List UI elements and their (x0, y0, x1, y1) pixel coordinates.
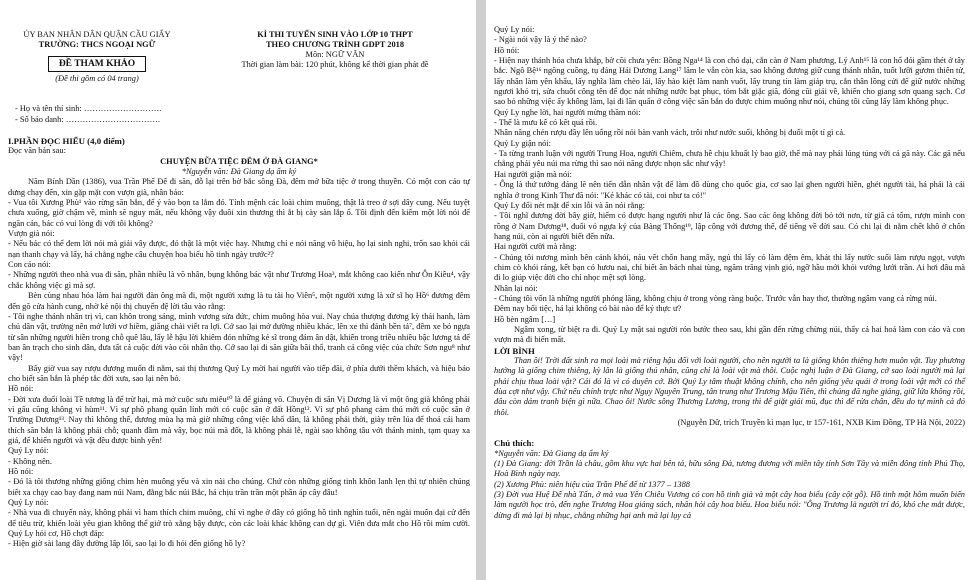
page-2-paragraph: Nhân nâng chén rượu đầy lên uống rồi nói bàn vanh vách, trôi như nước suối, không bị đuối một tí gì cả. (494, 128, 846, 138)
page-2-paragraph: - Ngài nói vậy là ý thế nào? (494, 35, 587, 45)
page-1-paragraph: Hồ nói: (8, 467, 34, 476)
page-1-paragraph: Quý Ly nói: (8, 498, 49, 508)
page-1-paragraph: Năm Bính Dần (1386), vua Trần Phế Đế đi săn, đỗ lại trên bờ bắc sông Đà, đêm mở bữa tiệc ở trong thuyền. Có một con cáo tự dưng chạy đến, xin gặp mặt con vượn già, nhân bảo: (8, 177, 470, 197)
page-2-paragraph: - Tôi nghĩ đương đời bây giờ, hiếm có được hạng người như là các ông. Sao các ông không đời bỏ tới nơn, từ giã cả tốm, rượn mình con rồng ở Nam Dương¹⁸, đuổi vó ngựa ký của Bàng Thống¹⁹, lập công với đương thế, để tiếng về đời sau. Có chi lại đi nằm chết khô ở chốn hang núi, còn ai người biết đến nữa. (494, 211, 965, 241)
page-1-paragraph: *Nguyễn văn: Đà Giang dạ ẩm ký (181, 167, 297, 177)
page-2-paragraph: (2) Xương Phù: niên hiệu của Trần Phế đế từ 1377 – 1388 (494, 479, 690, 489)
candidate-name-field[interactable]: - Họ và tên thí sinh: ………………………. (15, 104, 162, 113)
page-1-paragraph: CHUYỆN BỮA TIỆC ĐÊM Ở ĐÀ GIANG* (160, 156, 318, 166)
page-1-paragraph: Hồ nói: (8, 384, 34, 394)
exam-header (0, 0, 476, 92)
exam-title-1: KÌ THI TUYỂN SINH VÀO LỚP 10 THPT (257, 30, 413, 39)
page-2-paragraph: Than ôi! Trời đất sinh ra mọi loài mà riêng hậu đối với loài người, cho nên người ta là giống khôn thiêng hơn muôn vật. Tuy phương hướng là giống chim thiêng, kỳ lân là giống thú nhân, cũng chỉ là loài vật mà thôi. Cuộc nghị luận ở Đà Giang, cớ sao loài người mà lại phải chịu thua loài vật? Cái đó là vì có duyên cớ. Bởi Quý Ly tâm thuật không chính, cho nên giống yêu quái ở trong loài vật mới có thể đùa cợt như vậy. Chứ nếu chính trực như Ngụy Nguyên Trung, tân trung như Trương Mậu Tiên, thì chúng đã nghe giảng, giữ lửa không rồi, đâu còn dám tranh biện gì nữa. Chao ôi! Nước sông Thương Lương, trong thì để giặt giải mũ, đục thì để rửa chân, đều do tự mình cả đó thôi. (494, 356, 965, 417)
page-2-paragraph: - Hiện nay thánh hóa chưa khắp, bờ cõi chưa yên: Bồng Nga¹⁴ là con chó dại, cắn càn ở Nam phương, Lý Anh¹⁵ là con hổ đói gầm thét ở tây bắc. Ngô Bệ¹⁶ ngông cuồng, tụ đảng Hải Dương Lang¹⁷ lăm le vẫn còn kia, sao không đương giữ cung thánh nhân, tuốt lưỡi gươm thiên tử, lấy nhân làm yên khấu, lấy nghĩa làm chèo lái, lấy hào kiệt làm nanh vuốt, lấy trung tín làm giáp trụ, cắn thân lồng cửi để giữ nước những ngươi khó trị, sửa chuốt công tên để đọc nát những nước bạt phục, tóm bắt giặc giã, đóng cũi giải về, khiến cho giang sơn quang sạch. Cơ sao bỏ những việc ấy không làm, lại đi lăn quẩn ở công việc săn bắn do được chim muông như nói, chúng tôi cũng lấy làm không phục. (494, 56, 965, 107)
page-2-paragraph: Hồ bèn ngâm […] (494, 314, 556, 324)
exam-time: Thời gian làm bài: 120 phút, không kể thời gian phát đề (241, 60, 429, 69)
page-2-paragraph: (Nguyễn Dữ, trích Truyền kì mạn lục, tr 157-161, NXB Kim Đồng, TP Hà Nội, 2022) (677, 418, 965, 428)
candidate-fields (15, 103, 161, 125)
org-line-1: ỦY BAN NHÂN DÂN QUẬN CẦU GIẤY (23, 30, 171, 39)
page-2-paragraph: Quý Ly nói: (494, 25, 535, 34)
page-1-body (8, 136, 470, 550)
exam-subject: Môn: NGỮ VĂN (305, 50, 365, 59)
reference-badge: ĐỀ THAM KHẢO (48, 56, 146, 72)
page-2-paragraph: Ngâm xong, từ biệt ra đi. Quý Ly mật sai người rón bước theo sau, khi gần đến rừng chừng núi, thấy cả hai hoá làm con cáo và con vượn mà đi biến mất. (494, 324, 965, 345)
page-1-paragraph: - Đời xưa đuổi loài Tề tương là để trừ hại, mà mở cuộc sưu miêu¹⁰ là để giảng võ. Chuyện đi săn Vị Dương là vì một ông già không phải vì gấu cũng không vì hùm¹¹. Vì sự phô phang quân lính mới có cuộc săn ở đất Hồng¹². Vì sự phô phang cảm thú mới có cuộc săn ở Trường Dương¹³. Nay thì không thế, đương mùa hạ mà giờ những công việc khổ dân, là không phải thời, giày trên lúa để thoả cái ham thích săn bắn là không phải chỗ; quanh đầm mà vây, bọc núi mà đốt, là không phải lễ, ngài sao không tâu với thánh minh, tạm quay xa giá, để khiến người và vật đều được bình yên! (8, 394, 470, 445)
page-1-paragraph: Bèn cùng nhau hóa làm hai người đàn ông mà đi, một người xưng là tu tài họ Viên⁵, một người xưng là xử sĩ họ Hồ⁶ đương đêm đến gõ cửa hành cung, nhờ kẻ nội thị chuyển đệ lời tâu vào rằng: (8, 291, 470, 311)
page-2 (486, 0, 971, 580)
page-1-paragraph: - Nhà vua đi chuyến này, không phải vì ham thích chim muông, chỉ vì nghe ở đây có giống hồ tinh nghìn tuổi, nên ngài muốn đại cử đến để tiêu trừ, khiến loài yêu gian không thể giở trò xằng bậy được, còn các loài khác không can dự gì. Viên đưa mắt cho Hồ rồi mím cười. Quý Ly hỏi cơ, Hồ chợt đáp: (8, 508, 470, 539)
candidate-number-field[interactable]: - Số báo danh: ……………………………. (15, 115, 160, 124)
page-2-paragraph: Nhân lại nói: (494, 283, 538, 293)
page-2-body (494, 25, 965, 521)
org-line-2: TRƯỜNG: THCS NGOẠI NGỮ (38, 40, 156, 49)
page-2-paragraph: Hai người cười mà rằng: (494, 242, 577, 252)
page-2-paragraph: Chú thích: (494, 438, 535, 449)
exam-block (200, 30, 470, 70)
exam-title-2: THEO CHƯƠNG TRÌNH GDPT 2018 (265, 40, 405, 49)
page-1-paragraph: Bấy giờ vua say rượu đương muốn đi nằm, sai thị thương Quý Ly mời hai người vào tiếp đãi, ở phía dưới thềm khách, và hiệu bảo cho biết săn bắn là phép tắc đời xưa, sao lại nên bỏ. (8, 363, 470, 383)
page-2-paragraph: Hồ nói: (494, 45, 520, 55)
page-1-paragraph: - Hiện giờ sài lang đầy đường lấp lối, sao lại lo đi hỏi đến giống hồ ly? (8, 539, 246, 549)
page-2-paragraph: Quý Ly đổi nét mặt để xin lỗi và ăn nói rằng: (494, 200, 645, 210)
page-1-paragraph: Vượn già nói: (8, 229, 55, 239)
page-2-paragraph: LỜI BÌNH (494, 345, 535, 356)
page-1-paragraph: Con cáo nói: (8, 260, 51, 270)
page-count-note: (Đề thi gồm có 04 trang) (55, 74, 139, 83)
page-2-paragraph: - Chúng tôi vốn là những người phóng lãng, không chịu ở trong vòng ràng buộc. Trước vẫn hay thơ, thường ngâm vang cả rừng núi. (494, 293, 937, 303)
page-2-paragraph: (3) Đời vua Huệ Đế nhà Tấn, ở mả vua Yên Chiêu Vương có con hồ tinh già và một cây hoa biểu (cây cột gỗ). Hồ tinh một hôm muốn biến làm người học trò, đến nghe Trương Hoa giảng sách, nhân hỏi cây hoa biểu. Hoa biểu nói: "Ông Trương là người trí đó, khó che mắt được, đừng đi mà lại bị nhục, chẳng những hại anh mà lại lụy cả (494, 490, 965, 520)
page-1-paragraph: I.PHẦN ĐỌC HIỂU (4,0 điểm) (8, 136, 125, 146)
page-2-paragraph: - Ông là thứ tướng đáng lẽ nên tiến dẫn nhân vật để làm đồ dùng cho quốc gia, cơ sao lại ghen người hiền, ghét người tài, há phải là cái nghĩa ở trong Kinh Thư đã nói: "Kẻ khác có tài, coi như ta có!" (494, 180, 965, 200)
page-1-paragraph: - Đó là tôi thương những giống chim hèn muông yếu và xin nài cho chúng. Chứ còn những giống tinh khôn lanh lẹn thì tự nhiên chúng biết xa chạy cao bay đang nam núi Nam, đằng bắc núi Bắc, há chịu trần trần một phần áp cây đâu! (8, 477, 470, 497)
page-2-paragraph: (1) Đà Giang: đời Trần là châu, gồm khu vực hai bên tả, hữu sông Đà, tương đương với miền tây tỉnh Sơn Tây và miền đông tỉnh Phú Thọ, Hoà Bình ngày nay. (494, 459, 965, 479)
page-1-paragraph: - Không nên. (8, 456, 52, 466)
page-2-paragraph: Quý Ly giận nói: (494, 138, 551, 148)
page-1-paragraph: Đọc văn bản sau: (8, 146, 66, 156)
page-1-paragraph: - Những người theo nhà vua đi săn, phần nhiều là võ nhân, bụng không bác vật như Trương Hoa³, mắt không cao kiến như Ôn Kiều⁴, vậy chắc không việc gì mà sợ. (8, 270, 470, 290)
page-2-paragraph: Đêm nay bối tiệc, há lại không có bài nào để kỷ thực ư? (494, 304, 682, 314)
page-2-paragraph: - Ta từng tranh luận với người Trung Hoa, người Chiêm, chưa hề chịu khuất lý bao giờ, thế mà nay phải lúng túng với cả gã này. Các gã nếu chẳng phải yêu núi ma rừng thì sao nói năng được nhọn sắc như vậy! (494, 149, 965, 169)
page-2-paragraph (494, 428, 965, 438)
page-2-paragraph: *Nguyễn văn: Đà Giang dạ ẩm ký (494, 448, 609, 458)
page-2-paragraph: - Chúng tôi nương mình bên cảnh khói, náu vết chốn hang mây, ngủ thì lấy cỏ làm đệm êm, khát thì lấy nước suối làm rượu ngọt, vượn chim cò khói ráng, kết bạn có hươu nai, chỉ biết ăn bách nhai tùng, ngăm trăng vịnh gió, ngỡ hầu mới khỏi vướng lưới trần. Ai hơi đâu mà đi lo giúp việc đời cho chỉ nhọc mệt sợi lòng. (494, 252, 965, 283)
school-block (12, 30, 182, 84)
page-2-paragraph: - Thế là mưu kế có kết quả rồi. (494, 118, 598, 128)
page-1-paragraph: - Nếu bác có thể đem lời nói mà giải vây được, đó thật là một việc hay. Nhưng chỉ e nói năng vô hiệu, họ lại sinh nghi, trốn sao khỏi cái nạn thanh chạy và lấy, há chẳng nghe câu chuyện hoa biểu hồ tinh ngày trước²? (8, 239, 470, 259)
page-1-paragraph: Quý Ly nói: (8, 446, 49, 456)
page-2-paragraph: Quý Ly nghe lời, hai người mừng thầm nói: (494, 107, 641, 117)
page-1 (0, 0, 476, 580)
page-1-paragraph: - Vua tôi Xương Phù¹ vào rừng săn bắn, để ý vào bọn ta lắm đó. Tính mệnh các loài chim muông, thật là treo ở sợi dây cung. Nếu tuyệt chưa xuống, giờ chậm về, mình sẽ nguy mất, nếu không vậy đuôi xin thương thì ắt bị cày sàn lắp ổ. Tôi định đến kiếm một lời nói để ngăn cản, bác có vui lòng đi với tôi không? (8, 198, 470, 228)
page-2-paragraph: Hai người giận mà nói: (494, 169, 572, 179)
page-1-paragraph: - Tôi nghe thánh nhân trị vì, can khôn trong sáng, mình vương sửa đức, chim muông hòa vui. Nay chúa thượng đương kỳ thái hanh, làm chủ dân vật, trường nên mở lưới vơ hiềm, giăng chài viết ra lợi. Cớ sao lại mở đường nhiều khác, lên xe thì đánh bền tả⁷, đêm xe bỏ ngựa từ sân những người hiền trong chỗ quê lâu, lấy lễ hậu lời khiêm đón những kẻ sĩ trong đám ân dật, khiến trong triều nhiều bậc lương tá để ban ân trạch cho sinh dân, đưa tất cả cuộc đời vào cõi nhân thọ. Cớ sao lại đi săn giữa bãi thổ, tranh cả công việc của chức Sơn ngu⁸ như vậy! (8, 311, 470, 363)
